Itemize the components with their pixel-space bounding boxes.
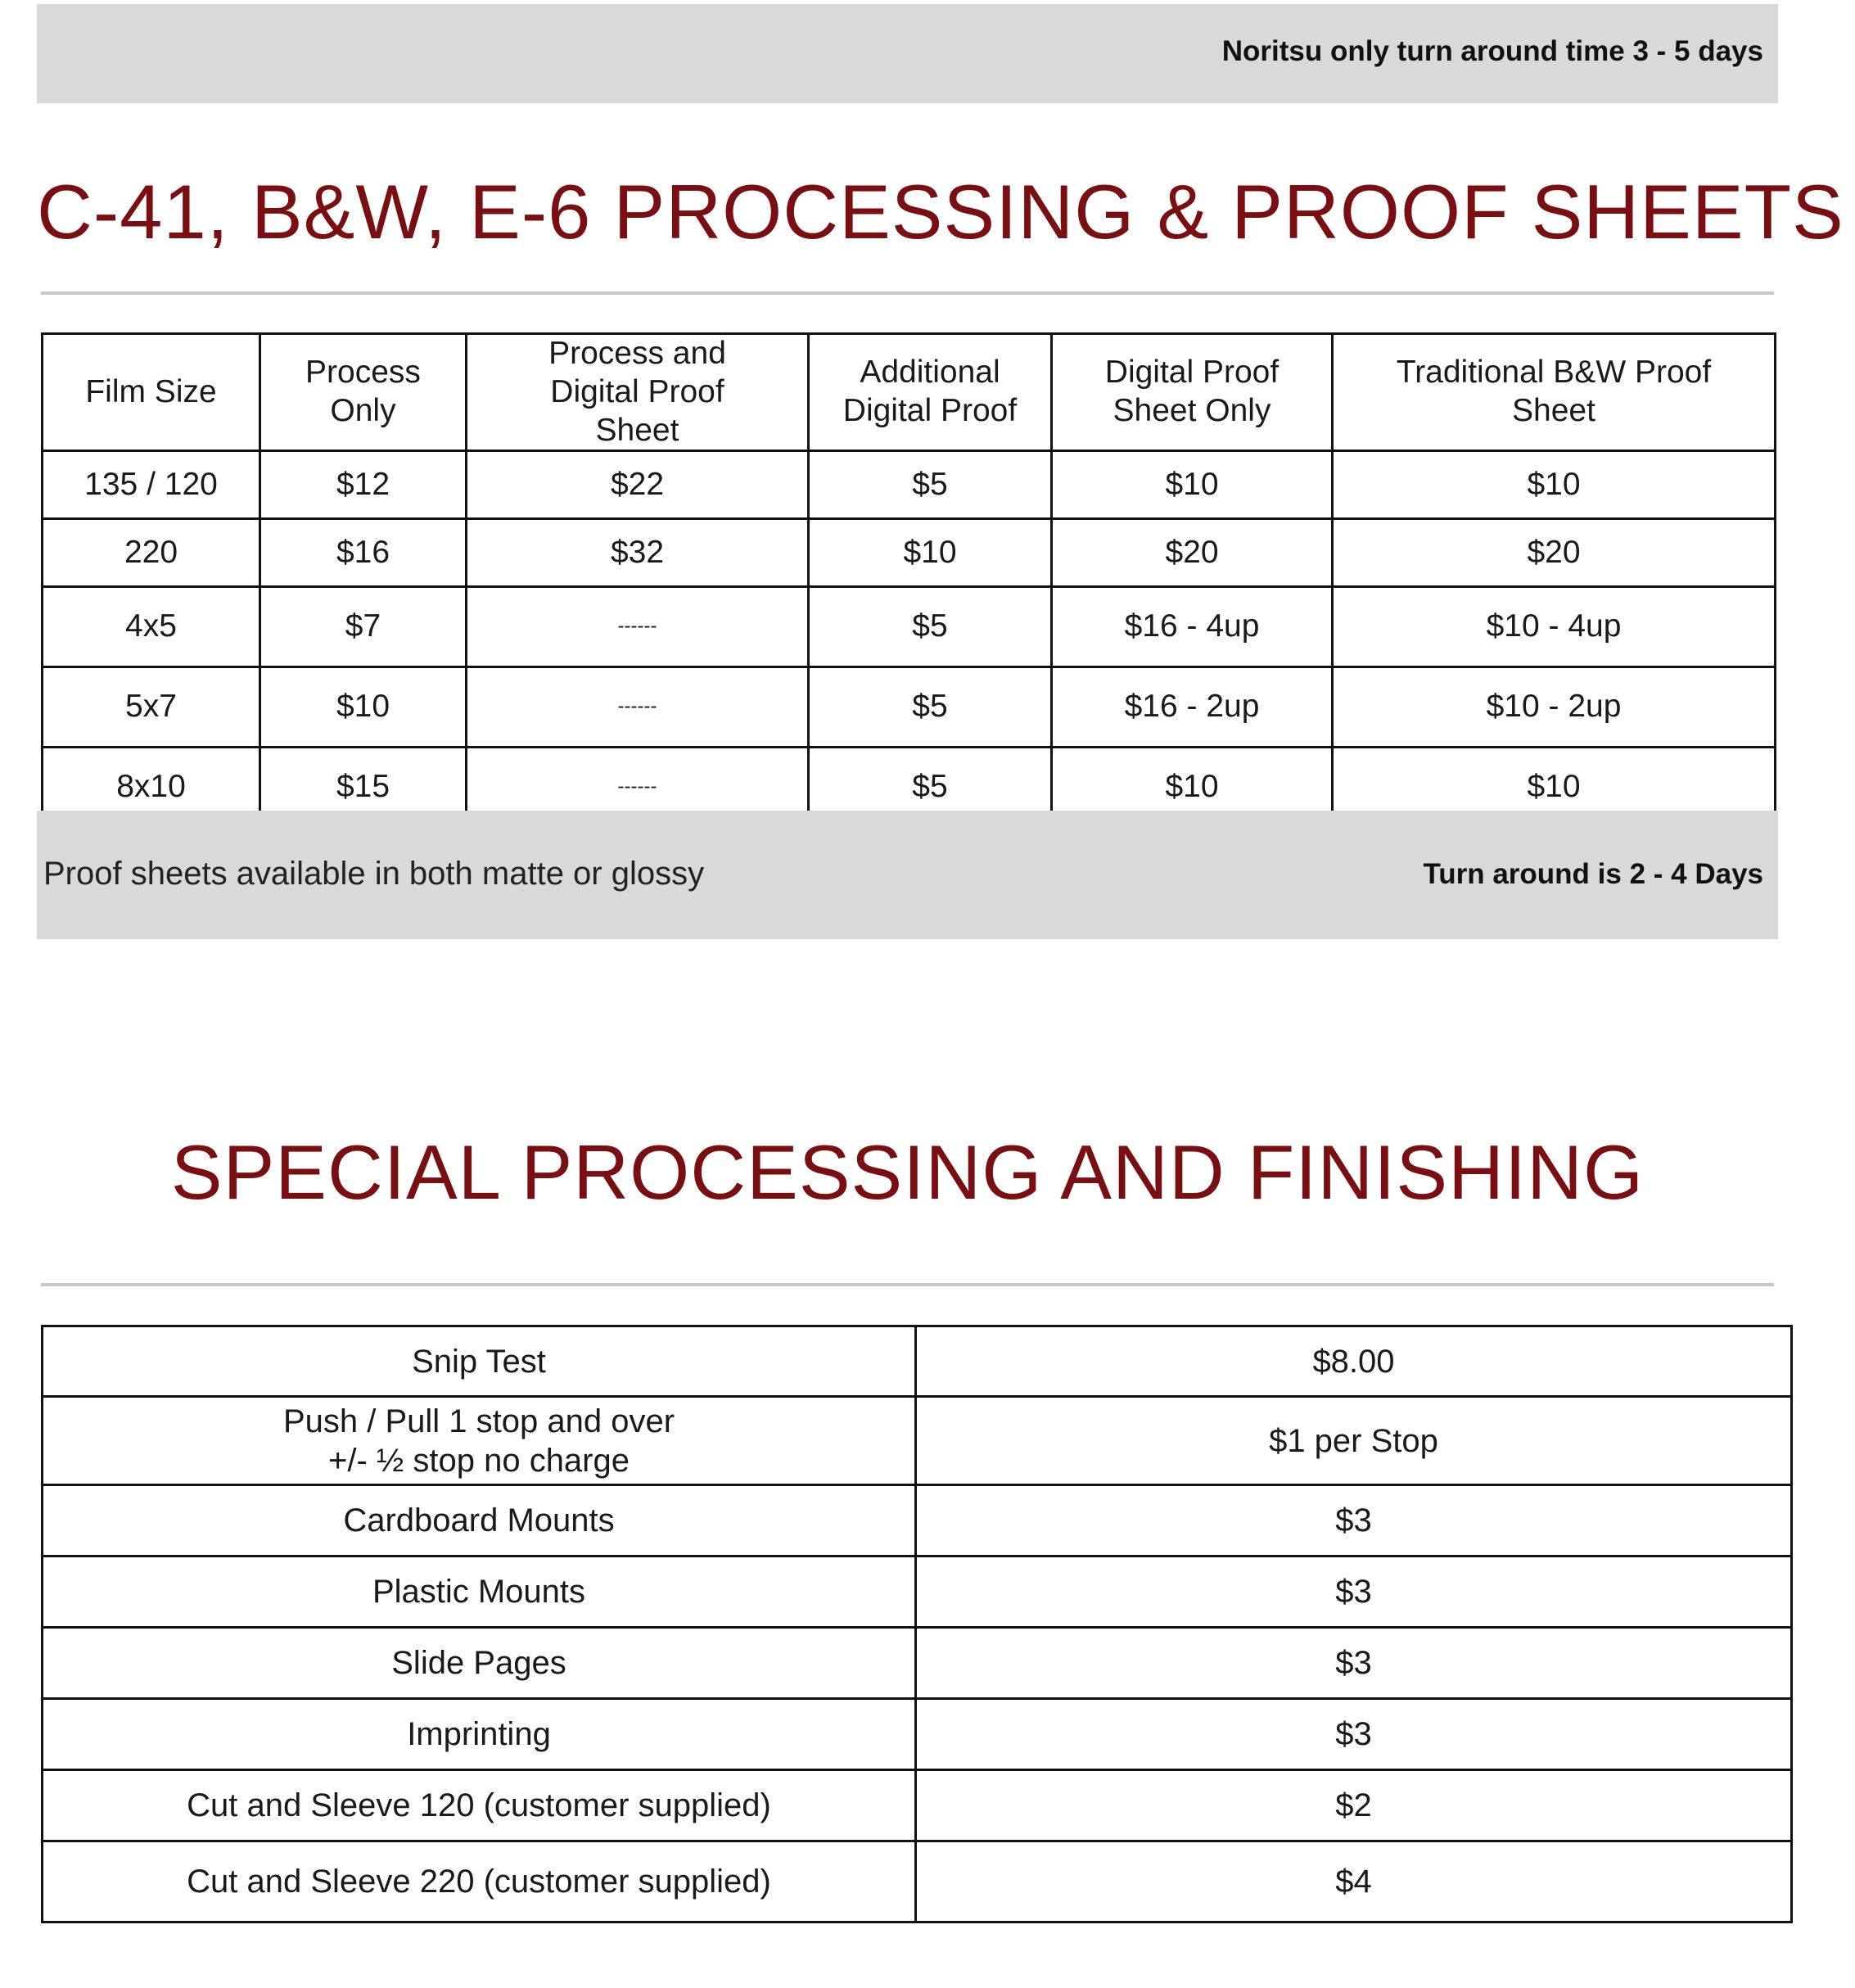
table-cell: 135 / 120 xyxy=(43,451,260,519)
table-cell: $16 - 4up xyxy=(1052,587,1333,667)
service-name: Slide Pages xyxy=(43,1628,916,1699)
table-cell: $10 xyxy=(1333,748,1776,828)
proof-sheet-info-banner xyxy=(37,811,1778,939)
special-section-title: SPECIAL PROCESSING AND FINISHING xyxy=(170,1129,1645,1215)
table-cell: $22 xyxy=(467,451,809,519)
service-name: Cut and Sleeve 120 (customer supplied) xyxy=(43,1770,916,1841)
table-row xyxy=(43,1485,1792,1557)
table-cell: 8x10 xyxy=(43,748,260,828)
table-row xyxy=(43,587,1776,667)
service-price: $1 per Stop xyxy=(916,1397,1792,1485)
header-cell: Traditional B&W Proof Sheet xyxy=(1333,334,1776,451)
table-cell: $16 - 2up xyxy=(1052,667,1333,748)
table-cell: $5 xyxy=(809,451,1052,519)
header-cell: Film Size xyxy=(43,334,260,451)
table-cell: ------ xyxy=(467,587,809,667)
processing-price-table xyxy=(41,332,1776,829)
proof-finish-note: Proof sheets available in both matte or glossy xyxy=(43,856,705,892)
service-price: $8.00 xyxy=(916,1326,1792,1397)
service-name: Snip Test xyxy=(43,1326,916,1397)
table-row xyxy=(43,1841,1792,1922)
table-row xyxy=(43,1628,1792,1699)
service-name: Plastic Mounts xyxy=(43,1557,916,1628)
table-row xyxy=(43,667,1776,748)
table-cell: $12 xyxy=(260,451,467,519)
table-cell: $32 xyxy=(467,519,809,587)
table-row xyxy=(43,1770,1792,1841)
table-cell: $5 xyxy=(809,667,1052,748)
header-cell: Process Only xyxy=(260,334,467,451)
table-cell: $5 xyxy=(809,748,1052,828)
service-name-line: +/- ½ stop no charge xyxy=(327,1442,630,1479)
table-cell: $10 xyxy=(809,519,1052,587)
table-cell: $10 xyxy=(260,667,467,748)
noritsu-turnaround-note: Noritsu only turn around time 3 - 5 days xyxy=(1221,35,1763,67)
processing-section-title: C-41, B&W, E-6 PROCESSING & PROOF SHEETS xyxy=(37,169,1844,255)
table-cell: 220 xyxy=(43,519,260,587)
service-name-line: Push / Pull 1 stop and over xyxy=(282,1403,675,1439)
table-cell: ------ xyxy=(467,748,809,828)
table-row xyxy=(43,519,1776,587)
service-name: Cardboard Mounts xyxy=(43,1485,916,1557)
table-cell: ------ xyxy=(467,667,809,748)
table-row xyxy=(43,451,1776,519)
table-cell: $20 xyxy=(1052,519,1333,587)
table-header-row xyxy=(43,334,1776,451)
table-row xyxy=(43,1326,1792,1397)
service-name: Imprinting xyxy=(43,1699,916,1770)
service-price: $4 xyxy=(916,1841,1792,1922)
table-row xyxy=(43,1557,1792,1628)
table-row xyxy=(43,1699,1792,1770)
service-price: $3 xyxy=(916,1485,1792,1557)
service-price: $3 xyxy=(916,1628,1792,1699)
service-price: $2 xyxy=(916,1770,1792,1841)
service-price: $3 xyxy=(916,1557,1792,1628)
divider xyxy=(41,291,1774,295)
header-cell: Process and Digital Proof Sheet xyxy=(467,334,809,451)
header-cell: Additional Digital Proof xyxy=(809,334,1052,451)
table-cell: $15 xyxy=(260,748,467,828)
proof-turnaround-note: Turn around is 2 - 4 Days xyxy=(1423,858,1763,890)
special-price-table xyxy=(41,1325,1793,1923)
table-row xyxy=(43,1397,1792,1485)
table-cell: 5x7 xyxy=(43,667,260,748)
table-cell: $10 xyxy=(1333,451,1776,519)
table-cell: $20 xyxy=(1333,519,1776,587)
table-cell: 4x5 xyxy=(43,587,260,667)
turnaround-banner xyxy=(37,4,1778,103)
table-cell: $10 xyxy=(1052,451,1333,519)
table-cell: $7 xyxy=(260,587,467,667)
service-name xyxy=(43,1397,916,1485)
table-cell: $10 - 2up xyxy=(1333,667,1776,748)
table-cell: $16 xyxy=(260,519,467,587)
table-cell: $10 - 4up xyxy=(1333,587,1776,667)
divider xyxy=(41,1283,1774,1286)
service-price: $3 xyxy=(916,1699,1792,1770)
table-cell: $5 xyxy=(809,587,1052,667)
service-name: Cut and Sleeve 220 (customer supplied) xyxy=(43,1841,916,1922)
table-cell: $10 xyxy=(1052,748,1333,828)
header-cell: Digital Proof Sheet Only xyxy=(1052,334,1333,451)
